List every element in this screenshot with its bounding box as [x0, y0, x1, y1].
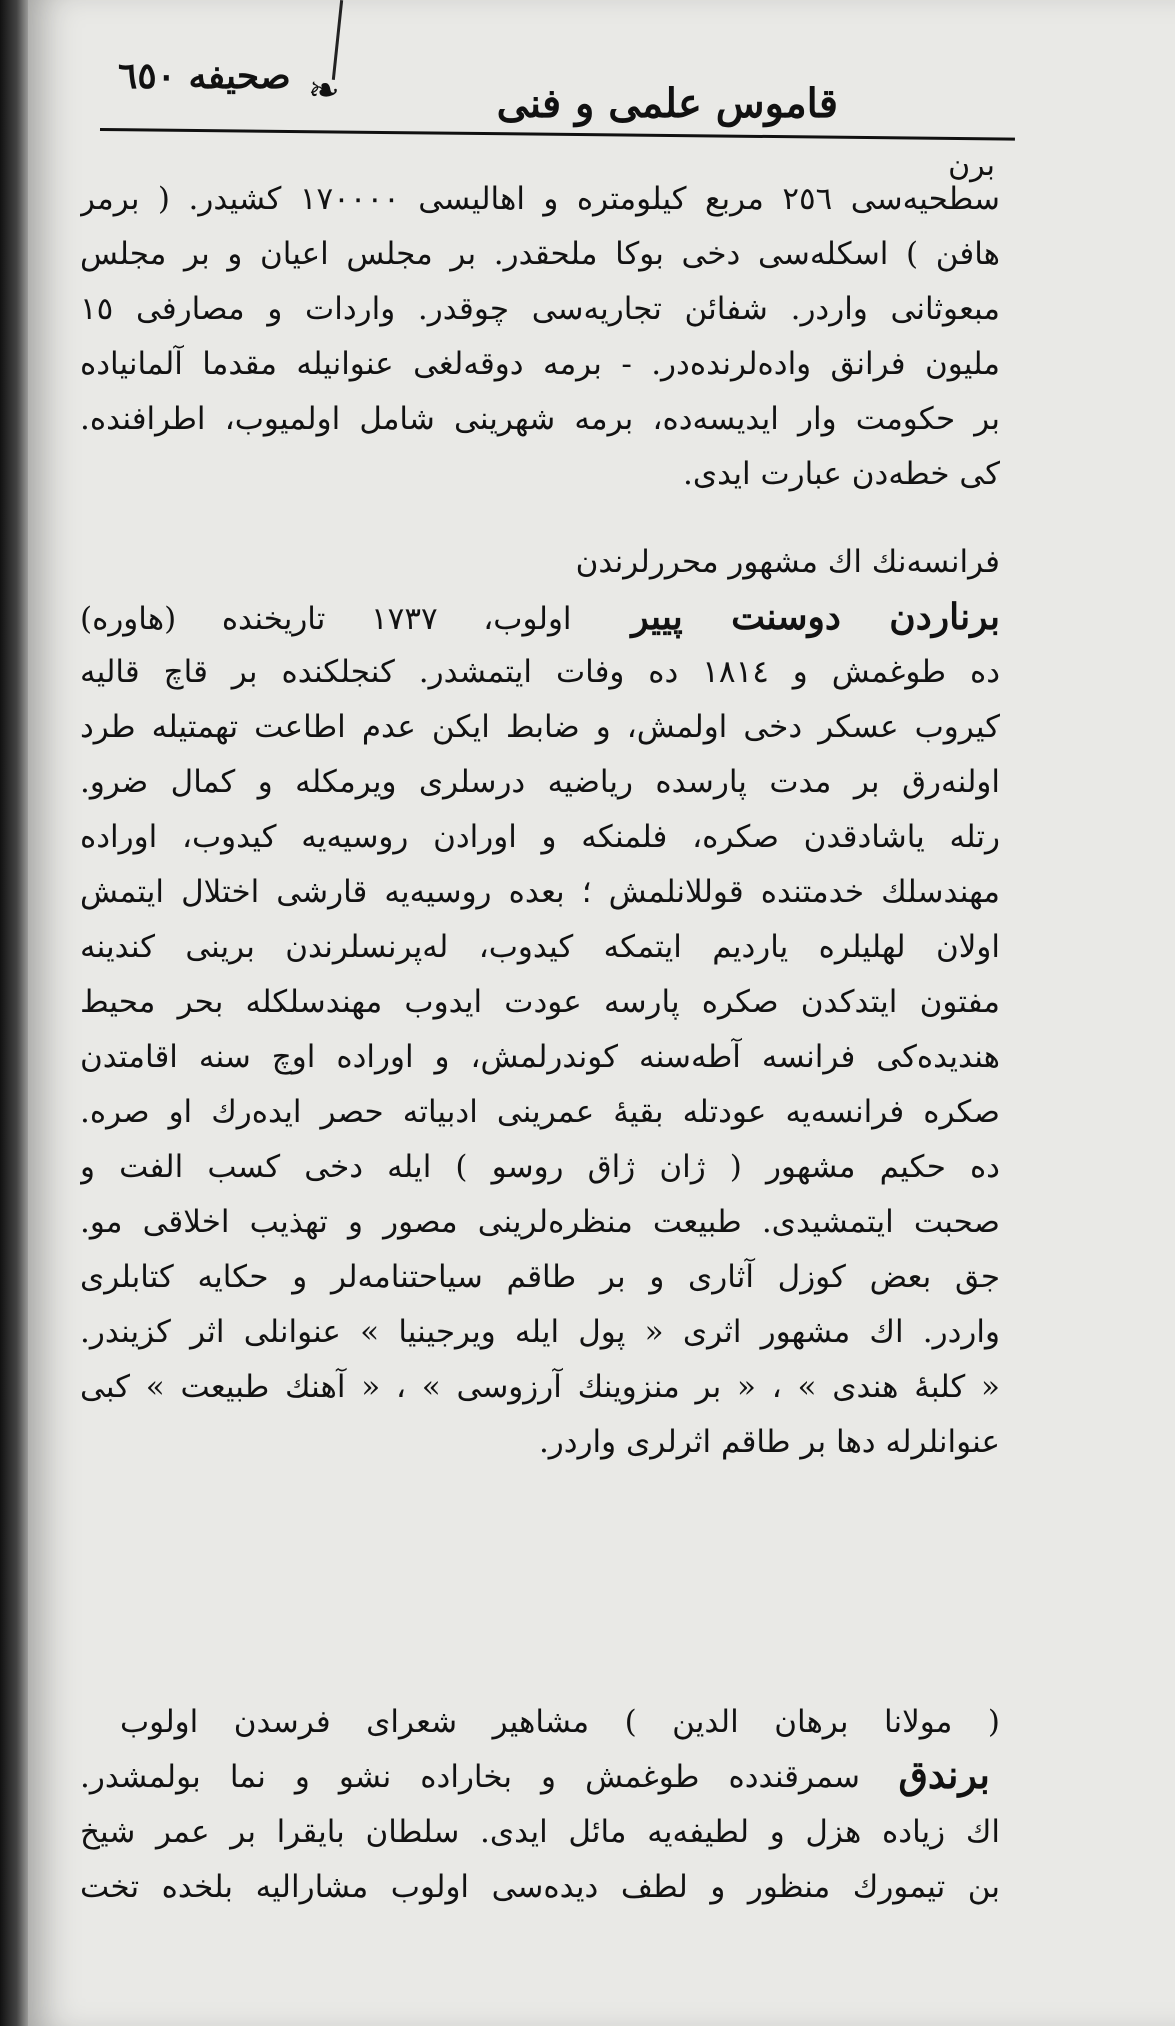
text-line: اك زیادە هزل و لطیفەیه مائل ایدی. سلطان بایقرا بر عمر شیخ — [80, 1814, 1000, 1850]
text-line: اولنەرق بر مدت پارسدە ریاضیه درسلری ویرمکله و کمال ضرو. — [80, 764, 1000, 800]
text-line: سمرقندده طوغمش و بخارادە نشو و نما بولمشدر. — [80, 1759, 860, 1795]
text-line: جق بعض کوزل آثاری و بر طاقم سیاحتنامەلر و حکایه کتابلری — [80, 1259, 1000, 1295]
text-line: صکرە فرانسەیه عودتله بقیهٔ عمرینی ادبیاته حصر ایدەرك او صرە. — [80, 1094, 1000, 1130]
text-line: کیروب عسکر دخی اولمش، و ضابط ایکن عدم اطاعت تهمتیله طرد — [80, 709, 1000, 745]
page-header — [88, 40, 988, 135]
text-line: عنوانلرله دها بر طاقم اثرلری واردر. — [538, 1424, 1000, 1460]
text-line: هافن ) اسکلەسی دخی بوکا ملحقدر. بر مجلس اعیان و بر مجلس — [80, 236, 1000, 272]
text-line: سطحیەسی ٢٥٦ مربع کیلومترە و اهالیسی ١٧٠٠٠٠ کشیدر. ( برمر — [80, 181, 1000, 217]
page-number: صحیفه ٦٥٠ — [118, 55, 291, 97]
text-line: مبعوثانی واردر. شفائن تجاریەسی چوقدر. واردات و مصارفی ١٥ — [80, 291, 1000, 327]
entry-headword: برناردن دوسنت پییر — [631, 596, 1000, 638]
text-line: « کلبهٔ هندی » ، « بر منزوینك آرزوسی » ، « آهنك طبیعت » کبی — [80, 1369, 1000, 1405]
page-edge-shadow — [0, 0, 28, 2026]
text-line: واردر. اك مشهور اثری « پول ایله ویرجینیا » عنوانلی اثر کزیندر. — [80, 1314, 1000, 1350]
text-line: صحبت ایتمشیدی. طبیعت منظرەلرینی مصور و تهذیب اخلاقی مو. — [80, 1204, 1000, 1240]
text-line: اولوب، ١٧٣٧ تاریخندە (هاورە) — [80, 601, 572, 637]
text-line: دە طوغمش و ١٨١٤ دە وفات ایتمشدر. کنجلکندە بر قاچ قالیه — [80, 654, 1000, 690]
entry-first-line — [80, 590, 1000, 645]
text-line: اولان لهلیلرە یاردیم ایتمکه کیدوب، لەپرنسلرندن برینی کندینه — [80, 929, 1000, 965]
text-line: ملیون فرانق وادەلرندەدر. - برمه دوقەلغی عنوانیله مقدما آلمانیادە — [80, 346, 1000, 382]
header-title: قاموس علمی و فنی — [496, 80, 838, 127]
text-line: مفتون ایتدکدن صکرە پارسه عودت ایدوب مهندسلکله بحر محیط — [80, 984, 1000, 1020]
text-line: دە حکیم مشهور ( ژان ژاق روسو ) ایله دخی کسب الفت و — [80, 1149, 1000, 1185]
entry-headword: برندق — [898, 1752, 990, 1797]
entry-bernardin — [80, 535, 1000, 1470]
catchword: برن — [948, 148, 995, 183]
entry-intro: ( مولانا برهان الدین ) مشاهیر شعرای فرسدن اولوب — [120, 1704, 1000, 1740]
text-line: بر حکومت وار ایدیسەدە، برمه شهرینی شامل اولمیوب، اطرافندە. — [80, 401, 1000, 437]
text-line: بن تیمورك منظور و لطف دیدەسی اولوب مشارالیه بلخدە تخت — [80, 1869, 1000, 1905]
entry-burunduq — [80, 1695, 1000, 1915]
document-page — [28, 0, 1175, 2026]
text-line: رتله یاشادقدن صکرە، فلمنکه و اورادن روسیەیه کیدوب، اورادە — [80, 819, 1000, 855]
entry-intro: فرانسەنك اك مشهور محررلرندن — [575, 544, 1000, 580]
ornament-icon: ❧ — [308, 68, 340, 112]
entry-continuation — [80, 172, 1000, 502]
text-line: کی خطەدن عبارت ایدی. — [682, 456, 1000, 492]
text-line: هندیدەکی فرانسه آطەسنه کوندرلمش، و اورادە اوچ سنه اقامتدن — [80, 1039, 1000, 1075]
text-line: مهندسلك خدمتندە قوللانلمش ؛ بعدە روسیەیه قارشی اختلال ایتمش — [80, 874, 1000, 910]
